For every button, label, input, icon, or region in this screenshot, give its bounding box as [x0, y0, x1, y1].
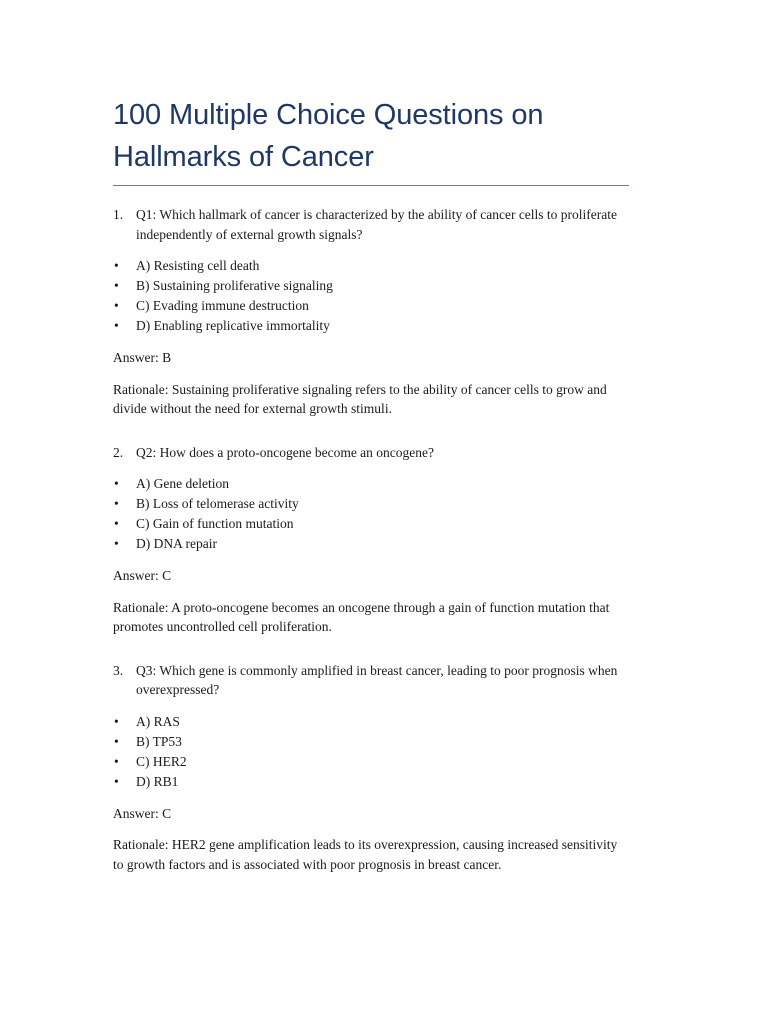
bullet: • [114, 496, 119, 511]
option-item [113, 316, 629, 336]
option-item [113, 494, 629, 514]
option-item [113, 732, 629, 752]
document-title: 100 Multiple Choice Questions on Hallmarks of Cancer [113, 99, 544, 173]
question-prompt: Q2: How does a proto-oncogene become an oncogene? [136, 444, 435, 460]
question-text-1 [113, 205, 629, 244]
option-label: B) Sustaining proliferative signaling [136, 278, 333, 293]
option-item [113, 772, 629, 792]
answer-text-1: Answer: B [113, 350, 172, 365]
option-label: D) DNA repair [136, 536, 217, 551]
bullet: • [114, 318, 119, 333]
title-divider [113, 185, 629, 186]
option-list-3 [113, 712, 629, 792]
option-item [113, 752, 629, 772]
question-number: 2. [113, 444, 124, 460]
bullet: • [114, 753, 119, 769]
option-list-1 [113, 256, 629, 336]
option-label: D) Enabling replicative immortality [136, 318, 330, 333]
bullet: • [114, 258, 119, 273]
question-text-2 [113, 443, 629, 463]
option-item [113, 296, 629, 316]
question-number: 1. [113, 207, 124, 222]
option-label: C) Evading immune destruction [136, 298, 309, 313]
question-block-3 [113, 661, 629, 875]
question-block-1 [113, 205, 629, 419]
question-text-3 [113, 661, 629, 700]
bullet: • [114, 516, 119, 531]
bullet: • [114, 773, 119, 789]
option-item [113, 474, 629, 494]
option-list-2 [113, 474, 629, 554]
option-label: A) Resisting cell death [136, 258, 260, 273]
option-item [113, 534, 629, 554]
option-label: A) Gene deletion [136, 476, 229, 491]
bullet: • [114, 713, 119, 729]
answer-text-2: Answer: C [113, 568, 172, 583]
question-number: 3. [113, 662, 124, 678]
question-prompt: Q3: Which gene is commonly amplified in breast cancer, leading to poor prognosis when overexpressed? [136, 662, 618, 697]
bullet: • [114, 733, 119, 749]
rationale-text-2: Rationale: A proto-oncogene becomes an oncogene through a gain of function mutation that promotes uncontrolled cell proliferation. [113, 599, 610, 634]
option-label: C) Gain of function mutation [136, 516, 294, 531]
question-prompt: Q1: Which hallmark of cancer is characterized by the ability of cancer cells to proliferate independently of external growth signals? [136, 207, 618, 242]
option-label: A) RAS [136, 713, 180, 729]
option-item [113, 256, 629, 276]
bullet: • [114, 278, 119, 293]
option-item [113, 712, 629, 732]
question-block-2 [113, 443, 629, 637]
rationale-text-3: Rationale: HER2 gene amplification leads to its overexpression, causing increased sensitivity to growth factors and is associated with poor prognosis in breast cancer. [113, 837, 618, 872]
option-label: B) TP53 [136, 733, 182, 749]
option-label: B) Loss of telomerase activity [136, 496, 299, 511]
bullet: • [114, 298, 119, 313]
option-item [113, 276, 629, 296]
bullet: • [114, 536, 119, 551]
rationale-text-1: Rationale: Sustaining proliferative signaling refers to the ability of cancer cells to grow and divide without the need for external growth stimuli. [113, 381, 607, 416]
bullet: • [114, 476, 119, 491]
option-label: D) RB1 [136, 773, 179, 789]
answer-text-3: Answer: C [113, 805, 172, 821]
option-item [113, 514, 629, 534]
document-page [113, 94, 629, 874]
option-label: C) HER2 [136, 753, 187, 769]
